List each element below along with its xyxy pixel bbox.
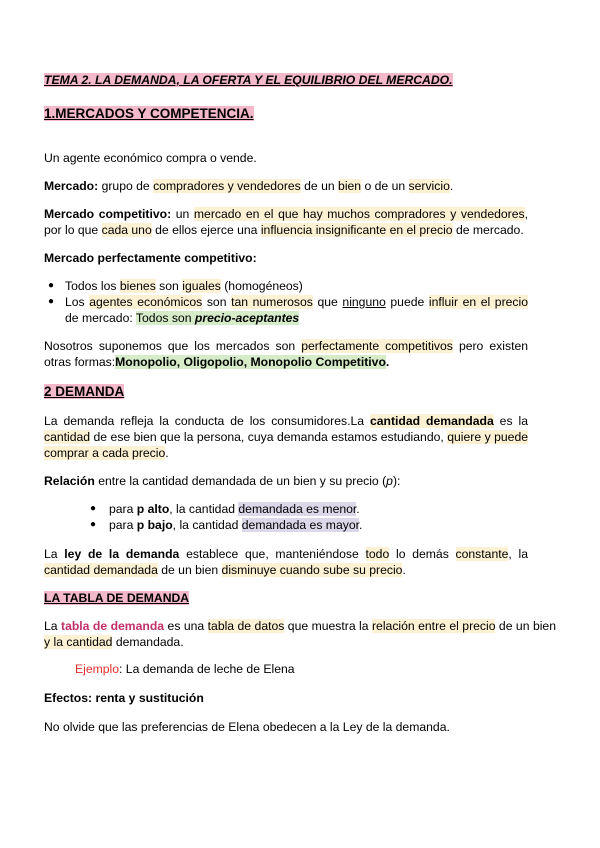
list-item-p-alto: para p alto, la cantidad demandada es menor. <box>109 502 360 516</box>
paragraph-no-olvide: No olvide que las preferencias de Elena obedecen a la Ley de la demanda. <box>44 720 450 734</box>
heading-efectos: Efectos: renta y sustitución <box>44 691 204 705</box>
paragraph-mercado: Mercado: grupo de compradores y vendedores de un bien o de un servicio. <box>44 179 454 193</box>
paragraph-tabla-demanda: La tabla de demanda es una tabla de datos que muestra la relación entre el precio de un bien y la cantidad demandada. <box>44 619 556 649</box>
list-item-agentes: Los agentes económicos son tan numerosos que ninguno puede influir en el precio de mercado: Todos son precio-aceptantes <box>65 295 528 325</box>
paragraph-relacion: Relación entre la cantidad demandada de un bien y su precio (p): <box>44 474 401 488</box>
paragraph-mercado-competitivo: Mercado competitivo: un mercado en el que hay muchos compradores y vendedores, por lo que cada uno de ellos ejerce una influencia insignificante en el precio de mercado. <box>44 207 528 237</box>
bullet-dot-icon: ● <box>48 280 55 291</box>
paragraph-ejemplo: Ejemplo: La demanda de leche de Elena <box>75 662 295 676</box>
section-heading-demanda: 2 DEMANDA <box>44 384 125 399</box>
paragraph-agente: Un agente económico compra o vende. <box>44 151 257 165</box>
list-item-p-bajo: para p bajo, la cantidad demandada es mayor. <box>109 518 363 532</box>
page-title: TEMA 2. LA DEMANDA, LA OFERTA Y EL EQUILIBRIO DEL MERCADO. <box>44 73 453 87</box>
paragraph-demanda-refleja: La demanda refleja la conducta de los consumidores.La cantidad demandada es la cantidad de ese bien que la persona, cuya demanda estamos estudiando, quiere y puede comprar a cada precio. <box>44 414 529 460</box>
bullet-dot-icon: ● <box>48 296 55 307</box>
paragraph-suponemos: Nosotros suponemos que los mercados son perfectamente competitivos pero existen otras formas:Monopolio, Oligopolio, Monopolio Competitivo. <box>44 339 529 369</box>
paragraph-ley-demanda: La ley de la demanda establece que, manteniéndose todo lo demás constante, la cantidad demandada de un bien disminuye cuando sube su precio. <box>44 547 528 577</box>
bullet-dot-icon: ● <box>90 519 97 530</box>
heading-perfectamente-competitivo: Mercado perfectamente competitivo: <box>44 251 257 265</box>
bullet-dot-icon: ● <box>90 503 97 514</box>
list-item-bienes: Todos los bienes son iguales (homogéneos) <box>65 279 303 293</box>
subheading-tabla-demanda: LA TABLA DE DEMANDA <box>44 591 190 605</box>
section-heading-mercados: 1.MERCADOS Y COMPETENCIA. <box>44 106 254 121</box>
